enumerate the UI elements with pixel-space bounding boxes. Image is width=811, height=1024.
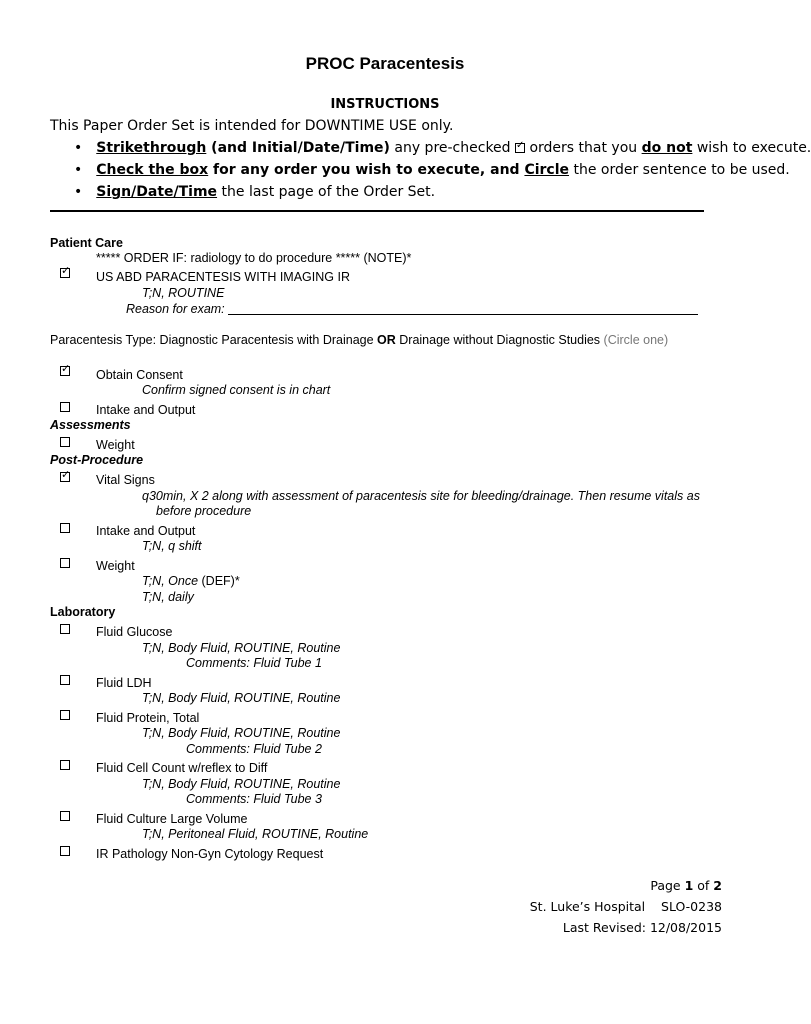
order-intake-output-2: Intake and Output (96, 524, 196, 538)
hospital-code: St. Luke’s Hospital SLO-0238 (529, 899, 722, 914)
order-fluid-cell-count-detail: T;N, Body Fluid, ROUTINE, Routine (142, 777, 341, 791)
checkbox-fluid-ldh[interactable] (60, 675, 70, 685)
section-post-procedure: Post-Procedure (50, 453, 144, 467)
checkbox-weight-1[interactable] (60, 437, 70, 447)
page-title: PROC Paracentesis (305, 54, 465, 73)
order-fluid-glucose-detail: T;N, Body Fluid, ROUTINE, Routine (142, 641, 341, 655)
checkbox-fluid-glucose[interactable] (60, 624, 70, 634)
checkbox-intake-output-2[interactable] (60, 523, 70, 533)
order-ir-pathology: IR Pathology Non-Gyn Cytology Request (96, 847, 324, 861)
instructions-intro: This Paper Order Set is intended for DOWNTIME USE only. (50, 118, 454, 134)
order-fluid-protein-detail: T;N, Body Fluid, ROUTINE, Routine (142, 726, 341, 740)
check-icon: ✓ (61, 468, 71, 481)
section-assessments: Assessments (50, 418, 131, 432)
order-fluid-ldh-detail: T;N, Body Fluid, ROUTINE, Routine (142, 691, 341, 705)
order-fluid-protein: Fluid Protein, Total (96, 711, 200, 725)
order-intake-output-1: Intake and Output (96, 403, 196, 417)
order-obtain-consent: Obtain Consent (96, 368, 183, 382)
instructions-heading: INSTRUCTIONS (330, 97, 440, 112)
order-weight-2: Weight (96, 559, 135, 573)
order-weight-2-detail: T;N, Once (DEF)* (142, 574, 240, 588)
order-fluid-protein-comment: Comments: Fluid Tube 2 (186, 742, 322, 756)
order-fluid-culture: Fluid Culture Large Volume (96, 812, 248, 826)
order-weight-1: Weight (96, 438, 135, 452)
section-laboratory: Laboratory (50, 605, 116, 619)
inline-checked-box-icon: ✓ (516, 140, 525, 151)
instruction-bullet-2: • Check the box for any order you wish to execute, and Circle the order sentence to be used. (74, 162, 790, 178)
checkbox-fluid-protein[interactable] (60, 710, 70, 720)
checkbox-obtain-consent[interactable] (60, 362, 71, 376)
order-fluid-ldh: Fluid LDH (96, 676, 152, 690)
order-obtain-consent-detail: Confirm signed consent is in chart (142, 383, 331, 397)
order-intake-output-2-detail: T;N, q shift (142, 539, 202, 553)
checkbox-ir-pathology[interactable] (60, 846, 70, 856)
instruction-bullet-1: • Strikethrough (and Initial/Date/Time) any pre-checked ✓ orders that you do not wish to execute. (74, 140, 811, 156)
instruction-bullet-3: • Sign/Date/Time the last page of the Order Set. (74, 184, 436, 200)
order-note: ***** ORDER IF: radiology to do procedure ***** (NOTE)* (96, 251, 412, 265)
reason-for-exam-field[interactable] (228, 314, 698, 315)
checkbox-vital-signs[interactable] (60, 468, 71, 482)
last-revised: Last Revised: 12/08/2015 (562, 920, 722, 935)
order-fluid-glucose-comment: Comments: Fluid Tube 1 (186, 656, 322, 670)
order-fluid-cell-count-comment: Comments: Fluid Tube 3 (186, 792, 322, 806)
paracentesis-type: Paracentesis Type: Diagnostic Paracentesis with Drainage OR Drainage without Diagnostic Studies (Circle one) (50, 333, 669, 347)
order-fluid-cell-count: Fluid Cell Count w/reflex to Diff (96, 761, 268, 775)
order-us-abd-detail: T;N, ROUTINE (142, 286, 225, 300)
checkbox-weight-2[interactable] (60, 558, 70, 568)
checkbox-intake-output-1[interactable] (60, 402, 70, 412)
section-patient-care: Patient Care (50, 236, 123, 250)
checkbox-us-abd[interactable] (60, 264, 71, 278)
checkbox-fluid-cell-count[interactable] (60, 760, 70, 770)
reason-for-exam-label: Reason for exam: (126, 302, 225, 316)
order-fluid-culture-detail: T;N, Peritoneal Fluid, ROUTINE, Routine (142, 827, 369, 841)
check-icon: ✓ (61, 264, 71, 277)
order-fluid-glucose: Fluid Glucose (96, 625, 173, 639)
section-divider (50, 210, 704, 212)
order-vital-signs-detail-2: before procedure (156, 504, 252, 518)
order-vital-signs-detail: q30min, X 2 along with assessment of paracentesis site for bleeding/drainage. Then resume vitals as (142, 489, 700, 503)
order-us-abd-paracentesis: US ABD PARACENTESIS WITH IMAGING IR (96, 270, 350, 284)
checkbox-fluid-culture[interactable] (60, 811, 70, 821)
order-vital-signs: Vital Signs (96, 473, 155, 487)
order-weight-2-detail-2: T;N, daily (142, 590, 194, 604)
check-icon: ✓ (61, 362, 71, 375)
page-number: Page 1 of 2 (650, 878, 722, 893)
